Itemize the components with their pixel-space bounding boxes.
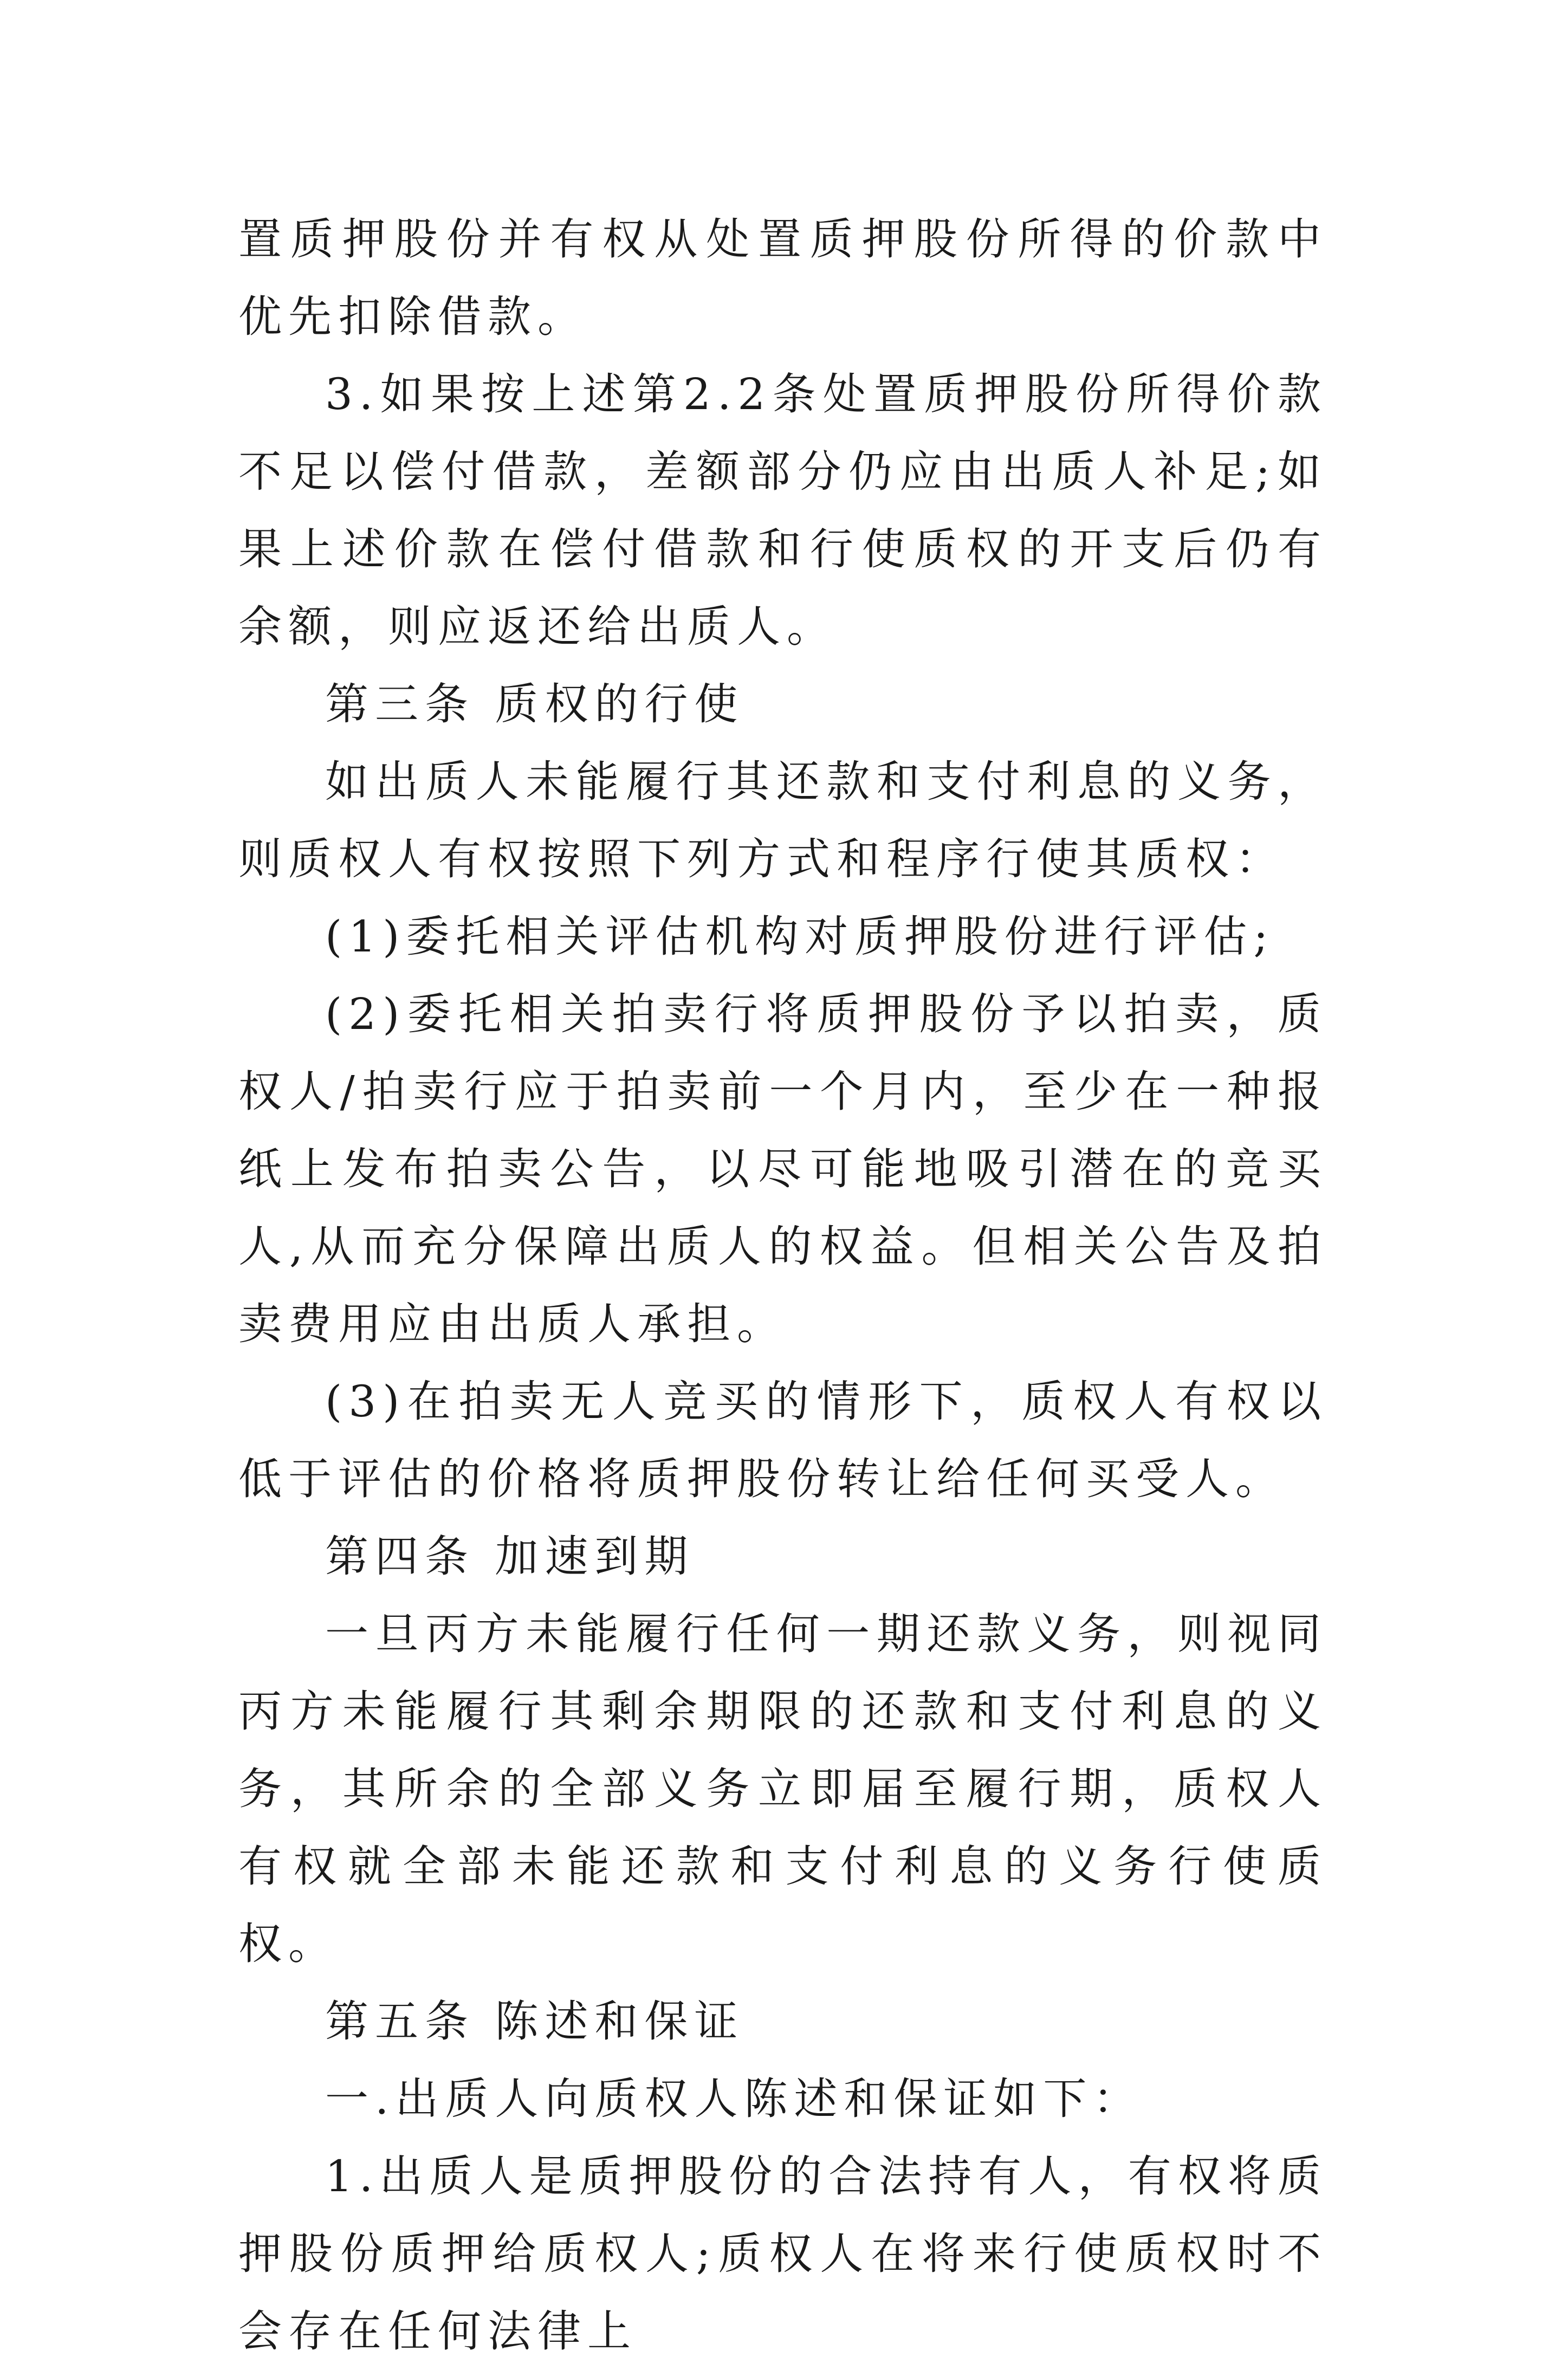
paragraph-continuation: 置质押股份并有权从处置质押股份所得的价款中优先扣除借款。 (238, 214, 1327, 342)
heading-article-3: 第三条 质权的行使 (325, 679, 744, 729)
document-body (238, 200, 1327, 2370)
paragraph-item-1: (1)委托相关评估机构对质押股份进行评估; (325, 911, 1275, 962)
paragraph-item-2: (2)委托相关拍卖行将质押股份予以拍卖，质权人/拍卖行应于拍卖前一个月内，至少在一种报纸上发布拍卖公告，以尽可能地吸引潜在的竞买人,从而充分保障出质人的权益。但相关公告及拍卖费用应由出质人承担。 (238, 989, 1327, 1349)
paragraph-article-4: 一旦丙方未能履行任何一期还款义务，则视同丙方未能履行其剩余期限的还款和支付利息的义务，其所余的全部义务立即届至履行期，质权人有权就全部未能还款和支付利息的义务行使质权。 (238, 1609, 1327, 1969)
paragraph-article-3-intro: 如出质人未能履行其还款和支付利息的义务，则质权人有权按照下列方式和程序行使其质权： (238, 756, 1327, 884)
heading-article-5: 第五条 陈述和保证 (325, 1996, 744, 2047)
paragraph-item-3: (3)在拍卖无人竞买的情形下，质权人有权以低于评估的价格将质押股份转让给任何买受人。 (238, 1376, 1327, 1504)
heading-article-4: 第四条 加速到期 (325, 1531, 695, 1582)
paragraph-article-5-item-1: 1.出质人是质押股份的合法持有人，有权将质押股份质押给质权人;质权人在将来行使质权时不会存在任何法律上 (238, 2151, 1327, 2356)
paragraph-article-5-section-1: 一.出质人向质权人陈述和保证如下： (325, 2074, 1143, 2124)
paragraph-clause-3: 3.如果按上述第2.2条处置质押股份所得价款不足以偿付借款，差额部分仍应由出质人补足;如果上述价款在偿付借款和行使质权的开支后仍有余额，则应返还给出质人。 (238, 369, 1327, 652)
